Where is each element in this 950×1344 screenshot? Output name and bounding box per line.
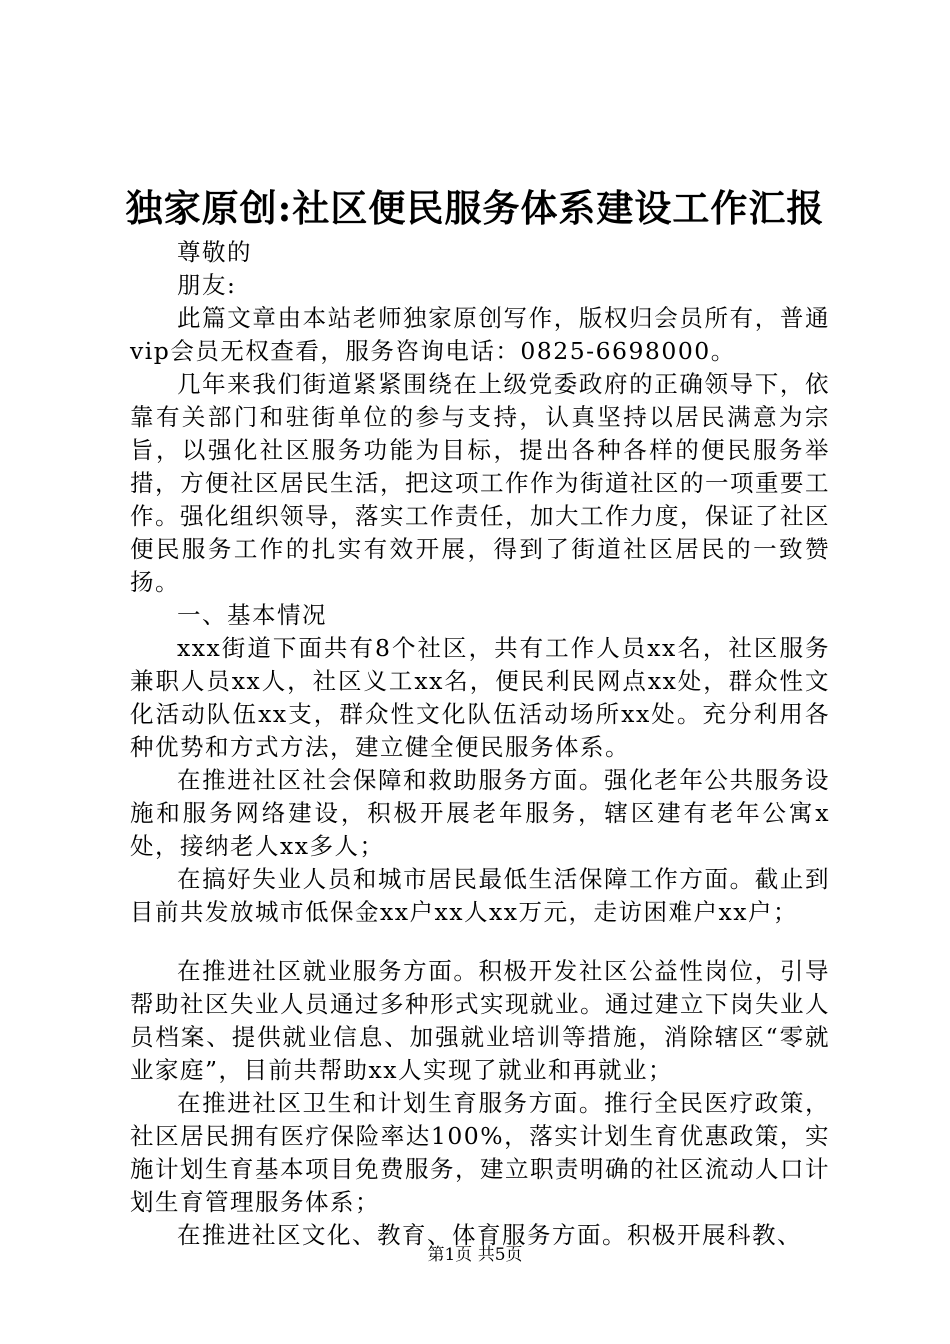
salutation-line-1: 尊敬的 — [177, 238, 252, 266]
paragraph-social-security: 在推进社区社会保障和救助服务方面。强化老年公共服务设施和服务网络建设，积极开展老年服务，辖区建有老年公寓x处，接纳老人xx多人； — [130, 766, 830, 860]
section-heading-basic-situation: 一、基本情况 — [177, 601, 327, 629]
paragraph-employment: 在推进社区就业服务方面。积极开发社区公益性岗位，引导帮助社区失业人员通过多种形式实现就业。通过建立下岗失业人员档案、提供就业信息、加强就业培训等措施，消除辖区“零就业家庭”，目前共帮助xx人实现了就业和再就业； — [130, 957, 830, 1084]
paragraph-culture-education-sports: 在推进社区文化、教育、体育服务方面。积极开展科教、 — [177, 1221, 802, 1249]
paragraph-basic-situation: xxx街道下面共有8个社区，共有工作人员xx名，社区服务兼职人员xx人，社区义工xx名，便民利民网点xx处，群众性文化活动队伍xx支，群众性文化队伍活动场所xx处。充分利用各种优势和方式方法，建立健全便民服务体系。 — [130, 634, 830, 761]
page-footer: 第1页 共5页 — [427, 1245, 523, 1265]
salutation-line-2: 朋友: — [177, 271, 237, 299]
paragraph-minimum-living: 在搞好失业人员和城市居民最低生活保障工作方面。截止到目前共发放城市低保金xx户xx人xx万元，走访困难户xx户； — [130, 865, 830, 926]
paragraph-health-family-planning: 在推进社区卫生和计划生育服务方面。推行全民医疗政策，社区居民拥有医疗保险率达100%，落实计划生育优惠政策，实施计划生育基本项目免费服务，建立职责明确的社区流动人口计划生育管理服务体系； — [130, 1089, 830, 1216]
document-title: 独家原创:社区便民服务体系建设工作汇报 — [125, 186, 825, 230]
document-body — [130, 236, 830, 1252]
paragraph-copyright-notice: 此篇文章由本站老师独家原创写作，版权归会员所有，普通vip会员无权查看，服务咨询电话：0825-6698000。 — [130, 304, 830, 365]
paragraph-introduction: 几年来我们街道紧紧围绕在上级党委政府的正确领导下，依靠有关部门和驻街单位的参与支持，认真坚持以居民满意为宗旨，以强化社区服务功能为目标，提出各种各样的便民服务举措，方便社区居民生活，把这项工作作为街道社区的一项重要工作。强化组织领导，落实工作责任，加大工作力度，保证了社区便民服务工作的扎实有效开展，得到了街道社区居民的一致赞扬。 — [130, 370, 830, 596]
